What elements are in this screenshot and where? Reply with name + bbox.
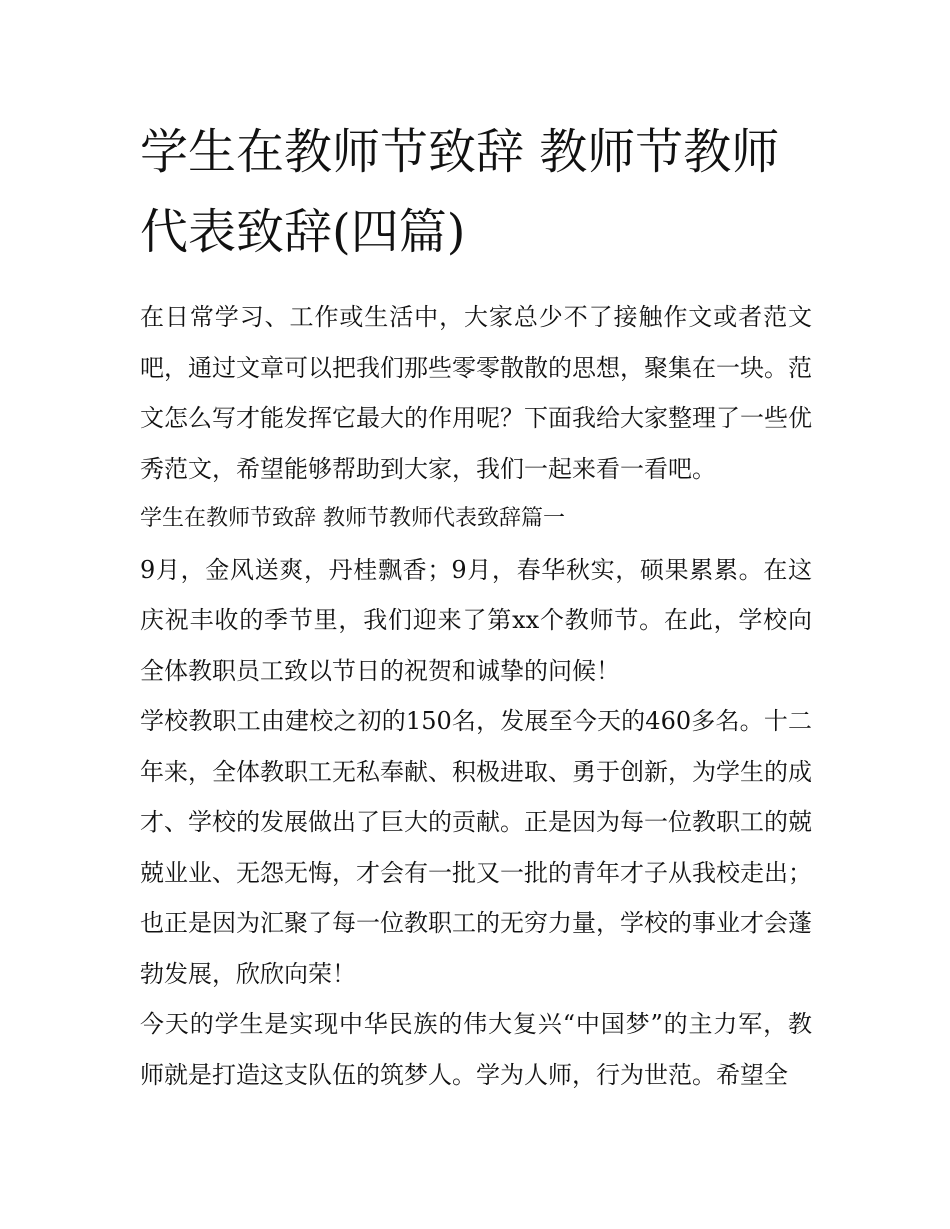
section-heading: 学生在教师节致辞 教师节教师代表致辞篇一 [140,506,565,531]
body-paragraph-3: 今天的学生是实现中华民族的伟大复兴“中国梦”的主力军，教师就是打造这支队伍的筑梦人。学为人师，行为世范。希望全 [140,1010,812,1089]
title-line-1: 学生在教师节致辞 教师节教师 [140,124,780,180]
body-paragraph-2: 学校教职工由建校之初的150名，发展至今天的460多名。十二年来，全体教职工无私奉献、积极进取、勇于创新，为学生的成才、学校的发展做出了巨大的贡献。正是因为每一位教职工的兢兢业业、无怨无悔，才会有一批又一批的青年才子从我校走出；也正是因为汇聚了每一位教职工的无穷力量，学校的事业才会蓬勃发展，欣欣向荣！ [140,707,812,988]
intro-paragraph: 在日常学习、工作或生活中，大家总少不了接触作文或者范文吧，通过文章可以把我们那些零零散散的思想，聚集在一块。范文怎么写才能发挥它最大的作用呢？下面我给大家整理了一些优秀范文，希望能够帮助到大家，我们一起来看一看吧。 [140,303,812,483]
body-paragraph-1: 9月，金风送爽，丹桂飘香；9月，春华秋实，硕果累累。在这庆祝丰收的季节里，我们迎来了第xx个教师节。在此，学校向全体教职员工致以节日的祝贺和诚挚的问候！ [140,555,812,685]
document-body [140,292,812,1100]
title-line-2: 代表致辞(四篇) [140,204,466,260]
document-page [140,112,812,1100]
document-title [140,112,812,272]
